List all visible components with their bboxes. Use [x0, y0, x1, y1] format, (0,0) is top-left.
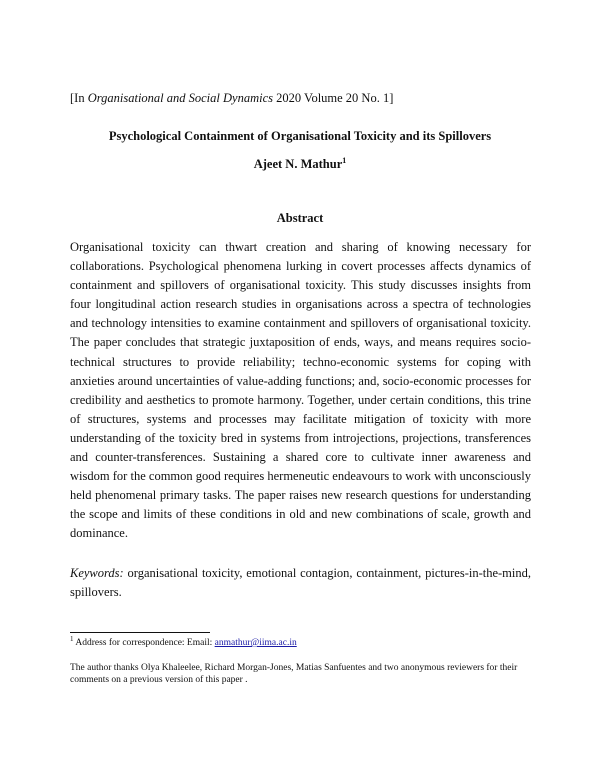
keywords-label: Keywords:: [70, 566, 124, 580]
footnote-text: Address for correspondence: Email:: [73, 638, 215, 648]
abstract-heading: Abstract: [276, 211, 324, 225]
footnote: [70, 634, 297, 649]
publication-prefix: [In: [70, 91, 88, 105]
paper-title: Psychological Containment of Organisational Toxicity and its Spillovers: [108, 129, 492, 143]
footnote-divider: [70, 632, 210, 633]
keywords-text: organisational toxicity, emotional contagion, containment, pictures-in-the-mind, spillovers.: [70, 566, 531, 600]
publication-line: [70, 90, 393, 106]
author-name: Ajeet N. Mathur: [253, 157, 343, 171]
keywords-paragraph: [70, 564, 531, 602]
footnote-mark: 1: [70, 634, 74, 643]
journal-name: Organisational and Social Dynamics: [87, 91, 273, 105]
abstract-body: Organisational toxicity can thwart creation and sharing of knowing necessary for collaborations. Psychological phenomena lurking in covert processes affects dynamics of containment and spillovers of organisational toxicity. This study discusses insights from four longitudinal action research studies in organisations across a spectra of technologies and technology intensities to examine containment and spillovers of organisational toxicity. The paper concludes that strategic juxtaposition of ends, ways, and means requires socio-technical structures to provide reliability; techno-economic systems for coping with anxieties around uncertainties of value-adding functions; and, socio-economic processes for credibility and aesthetics to promote harmony. Together, under certain conditions, this trine of structures, systems and processes may facilitate mitigation of toxicity with more understanding of the toxicity bred in systems from introjections, projections, transferences and counter-transferences. Sustaining a shared core to cultivate inner awareness and wisdom for the common good requires hermeneutic endeavours to work with unconsciously held phenomenal primary tasks. The paper raises new research questions for understanding the scope and limits of these conditions in old and new combinations of scale, growth and dominance.: [70, 240, 531, 541]
acknowledgement: The author thanks Olya Khaleelee, Richard Morgan-Jones, Matias Sanfuentes and two anonymous reviewers for their comments on a previous version of this paper .: [70, 663, 518, 685]
email-link[interactable]: anmathur@iima.ac.in: [214, 638, 297, 648]
author-line: [0, 156, 600, 172]
publication-suffix: 2020 Volume 20 No. 1]: [273, 91, 394, 105]
author-footnote-mark[interactable]: 1: [342, 155, 347, 165]
